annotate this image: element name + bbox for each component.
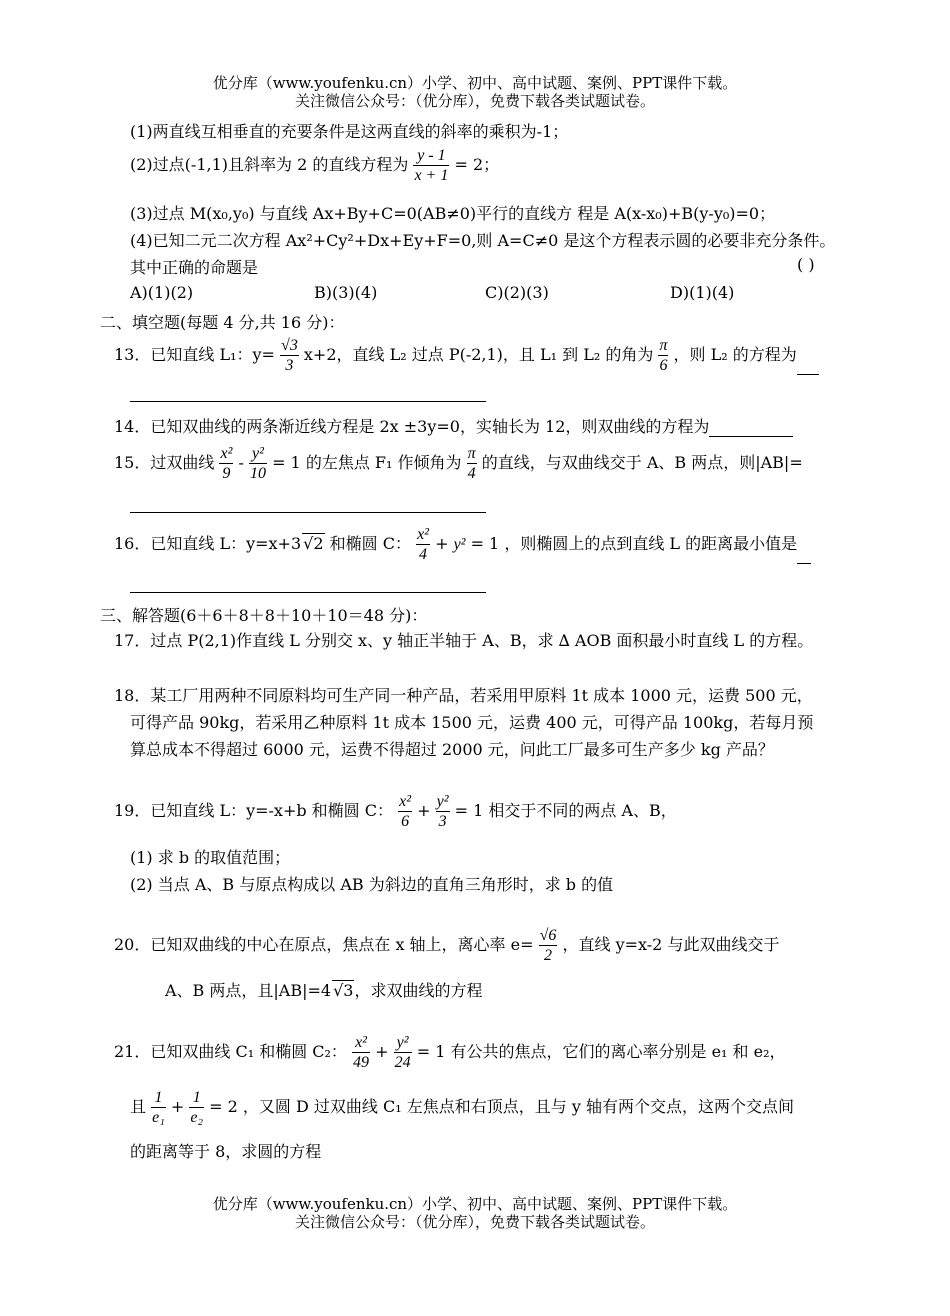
q13-answer-blank-start	[797, 358, 819, 375]
q12-statement-2-text: (2)过点(-1,1)且斜率为 2 的直线方程为	[130, 155, 409, 174]
q15-fraction-x-denominator: 9	[219, 463, 233, 483]
q21-fraction-y	[394, 1033, 412, 1072]
q13-angle-numerator: π	[659, 337, 668, 354]
q12-statement-2-end: = 2；	[454, 155, 500, 174]
question-21-line-3: 的距离等于 8，求圆的方程	[130, 1142, 322, 1161]
q20-sqrt: √3	[333, 981, 354, 1000]
q16-text-start: 16．已知直线 L：y=x+3	[114, 534, 302, 553]
q15-fraction-x-numerator: x²	[220, 445, 233, 462]
q19-text-end: 相交于不同的两点 A、B，	[488, 801, 677, 820]
q13-text-start: 13．已知直线 L₁：y=	[114, 345, 275, 364]
q19-fraction-x	[398, 792, 412, 831]
q19-fraction-y-numerator: y²	[436, 793, 449, 810]
q19-equals: = 1	[454, 801, 484, 820]
q12-option-d: D)(1)(4)	[670, 283, 735, 302]
question-13	[114, 336, 819, 375]
q15-answer-blank	[130, 512, 486, 513]
question-18-line-1: 18．某工厂用两种不同原料均可生产同一种产品，若采用甲原料 1t 成本 1000 元，运费 500 元，	[114, 686, 813, 705]
header-line-2: 关注微信公众号：（优分库），免费下载各类试题试卷。	[294, 92, 655, 110]
section-2-title: 二、填空题(每题 4 分,共 16 分)：	[100, 313, 345, 332]
q15-angle-fraction	[467, 444, 477, 483]
q21-line-2-equals: = 2	[209, 1097, 238, 1116]
q12-answer-paren: ( )	[797, 255, 815, 274]
question-14	[114, 414, 793, 437]
q20-text-end: ，直线 y=x-2 与此双曲线交于	[562, 935, 780, 954]
q15-fraction-x	[219, 444, 233, 483]
header-line-1: 优分库（www.youfenku.cn）小学、初中、高中试题、案例、PPT课件下载。	[212, 74, 738, 92]
q13-angle-fraction	[658, 336, 668, 375]
q13-angle-denominator: 6	[659, 357, 668, 374]
q13-slope-denominator: 3	[285, 357, 294, 374]
q20-text-start: 20．已知双曲线的中心在原点，焦点在 x 轴上，离心率 e=	[114, 935, 534, 954]
q15-angle-denominator: 4	[467, 465, 476, 482]
q21-fraction-e1	[151, 1088, 166, 1127]
q20-line-2-end: ，求双曲线的方程	[354, 981, 483, 1000]
q13-slope-fraction	[280, 336, 299, 375]
q21-fraction-e2-denominator: e₂	[190, 1109, 204, 1126]
question-20	[114, 926, 779, 965]
q21-fraction-e2	[189, 1088, 204, 1127]
q21-fraction-e2-numerator: 1	[189, 1088, 204, 1108]
q14-answer-blank	[709, 420, 793, 437]
q21-fraction-x-numerator: x²	[355, 1034, 367, 1051]
q15-fraction-y-numerator: y²	[252, 445, 264, 462]
q20-sqrt-radicand: 3	[343, 981, 354, 1000]
q15-angle-numerator: π	[467, 445, 476, 462]
question-21	[114, 1033, 786, 1072]
q21-text-end: 有公共的焦点，它们的离心率分别是 e₁ 和 e₂，	[450, 1042, 786, 1061]
q19-text-start: 19．已知直线 L：y=-x+b 和椭圆 C：	[114, 801, 394, 820]
q16-answer-blank-start	[797, 547, 811, 564]
question-19	[114, 792, 677, 831]
q13-slope-numerator: √3	[281, 337, 298, 354]
q16-plus: +	[435, 534, 449, 553]
q12-prompt: 其中正确的命题是	[130, 258, 259, 277]
question-15	[114, 444, 803, 483]
q21-fraction-x-denominator: 49	[353, 1054, 370, 1071]
q12-statement-3: (3)过点 M(x₀,y₀) 与直线 Ax+By+C=0(AB≠0)平行的直线方 程是 A(x-x₀)+B(y-y₀)=0；	[130, 204, 776, 223]
q16-text-end: ，则椭圆上的点到直线 L 的距离最小值是	[504, 534, 798, 553]
q12-options	[130, 283, 850, 303]
q15-equals: = 1	[272, 453, 301, 472]
q12-option-c: C)(2)(3)	[485, 283, 549, 302]
q16-sqrt: √2	[303, 534, 324, 553]
q12-fraction-denominator: x + 1	[414, 167, 449, 184]
question-16	[114, 525, 811, 564]
q20-line-2-start: A、B 两点，且|AB|=4	[165, 981, 332, 1000]
q12-statement-4: (4)已知二元二次方程 Ax²+Cy²+Dx+Ey+F=0,则 A=C≠0 是这个方程表示圆的必要非充分条件。	[130, 231, 836, 250]
question-19-part-1: (1) 求 b 的取值范围；	[130, 848, 291, 867]
q13-answer-blank	[130, 401, 486, 402]
footer-line-1: 优分库（www.youfenku.cn）小学、初中、高中试题、案例、PPT课件下载。	[212, 1195, 738, 1213]
q15-minus: -	[238, 453, 244, 472]
q20-eccentricity-denominator: 2	[544, 947, 553, 964]
q21-line-2-end: ，又圆 D 过双曲线 C₁ 左焦点和右顶点，且与 y 轴有两个交点，这两个交点间	[242, 1097, 794, 1116]
q12-fraction	[413, 146, 449, 185]
question-18-line-3: 算总成本不得超过 6000 元，运费不得超过 2000 元，问此工厂最多可生产多少 kg 产品？	[130, 740, 774, 759]
q21-fraction-y-denominator: 24	[394, 1054, 411, 1071]
q19-fraction-x-numerator: x²	[399, 793, 412, 810]
q13-text-middle: x+2，直线 L₂ 过点 P(-2,1)，且 L₁ 到 L₂ 的角为	[303, 345, 654, 364]
q21-fraction-y-numerator: y²	[396, 1034, 409, 1051]
q19-fraction-x-denominator: 6	[398, 811, 412, 831]
q16-fraction-x	[416, 525, 430, 564]
question-19-part-2: (2) 当点 A、B 与原点构成以 AB 为斜边的直角三角形时，求 b 的值	[130, 875, 614, 894]
q16-sqrt-radicand: 2	[313, 534, 324, 553]
q19-plus: +	[417, 801, 431, 820]
q20-eccentricity-fraction	[539, 926, 558, 965]
question-18-line-2: 可得产品 90kg，若采用乙种原料 1t 成本 1500 元，运费 400 元，可得产品 100kg，若每月预	[130, 713, 814, 732]
q19-fraction-y	[436, 792, 450, 831]
q16-text-middle: 和椭圆 C：	[329, 534, 411, 553]
q21-fraction-e1-denominator: e₁	[152, 1109, 165, 1126]
q21-fraction-e1-numerator: 1	[151, 1088, 166, 1108]
q15-text-middle: 的左焦点 F₁ 作倾角为	[305, 453, 462, 472]
q12-option-a: A)(1)(2)	[130, 283, 194, 302]
q21-equals: = 1	[416, 1042, 446, 1061]
q21-line-2-plus: +	[170, 1097, 185, 1116]
q12-statement-2	[130, 146, 499, 185]
q12-fraction-numerator: y - 1	[413, 146, 449, 166]
q15-text-end: 的直线，与双曲线交于 A、B 两点，则|AB|=	[481, 453, 803, 472]
section-3-title: 三、解答题(6＋6＋8＋8＋10＋10＝48 分)：	[100, 606, 428, 625]
q21-text-start: 21．已知双曲线 C₁ 和椭圆 C₂：	[114, 1042, 347, 1061]
footer-line-2: 关注微信公众号：（优分库），免费下载各类试题试卷。	[294, 1213, 655, 1231]
q19-fraction-y-denominator: 3	[436, 811, 450, 831]
q15-text-start: 15．过双曲线	[114, 453, 215, 472]
q16-answer-blank	[130, 592, 486, 593]
q20-eccentricity-numerator: √6	[539, 927, 557, 944]
q12-statement-1: (1)两直线互相垂直的充要条件是这两直线的斜率的乘积为-1；	[130, 122, 569, 141]
q16-fraction-x-numerator: x²	[417, 526, 429, 543]
q16-fraction-x-denominator: 4	[416, 544, 430, 564]
q21-line-2-start: 且	[130, 1097, 147, 1116]
q16-equals: = 1	[470, 534, 500, 553]
question-17: 17．过点 P(2,1)作直线 L 分别交 x、y 轴正半轴于 A、B，求 ∆ AOB 面积最小时直线 L 的方程。	[114, 631, 814, 650]
q15-fraction-y	[249, 444, 267, 483]
question-20-line-2	[165, 978, 483, 1001]
q14-text: 14．已知双曲线的两条渐近线方程是 2x ±3y=0，实轴长为 12，则双曲线的方程为	[114, 417, 710, 436]
q12-option-b: B)(3)(4)	[314, 283, 378, 302]
q21-plus: +	[375, 1042, 389, 1061]
question-21-line-2	[130, 1088, 794, 1127]
q15-fraction-y-denominator: 10	[249, 465, 266, 482]
q16-y-squared: y²	[453, 536, 466, 553]
q21-fraction-x	[352, 1033, 370, 1072]
q13-text-end: ，则 L₂ 的方程为	[673, 345, 797, 364]
